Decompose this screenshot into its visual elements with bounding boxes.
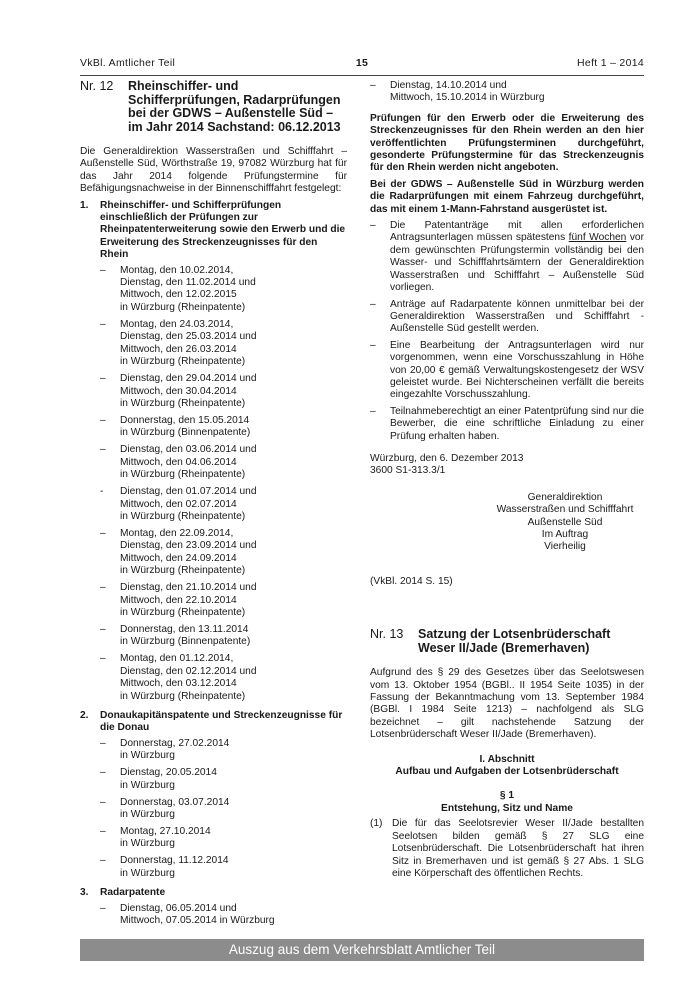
- list-item: – Donnerstag, den 15.05.2014 in Würzburg (Binnenpatente): [100, 414, 251, 439]
- nr13-number: Nr. 13: [370, 627, 404, 642]
- right-column: [370, 80, 644, 884]
- section-number: 1.: [80, 199, 89, 211]
- section-3: [80, 887, 347, 932]
- radar-note: Bei der GDWS – Außenstelle Süd in Würzburg werden die Radarprüfungen mit einem Fahrzeug durchgeführt, das mit einem 1-Mann-Fahrstand ausgerüstet ist.: [370, 178, 644, 215]
- header-rule: [80, 75, 644, 76]
- note-item: – Eine Bearbeitung der Antragsunterlagen wird nur vorgenommen, wenn eine Vorschusszahlung in Höhe von 20,00 € gemäß Verwaltungskostengesetz der WSV geleistet wurde. Bei Nichterscheinen verfällt die bereits eingezahlte Vorschusszahlung.: [370, 339, 644, 401]
- list-item: – Dienstag, 06.05.2014 und Mittwoch, 07.05.2014 in Würzburg: [100, 902, 275, 927]
- nr12-heading: [80, 80, 347, 134]
- list-item: – Donnerstag, 03.07.2014 in Würzburg: [100, 796, 230, 821]
- note-item: – Anträge auf Radarpatente können unmittelbar bei der Generaldirektion Wasserstraßen und Schifffahrt - Außenstelle Süd gestellt werden.: [370, 298, 644, 335]
- list-item: – Montag, den 10.02.2014, Dienstag, den 11.02.2014 und Mittwoch, den 12.02.2015 in Würzburg (Rheinpatente): [100, 264, 256, 313]
- abschnitt-label: I. Abschnitt: [479, 753, 535, 765]
- nr12-number: Nr. 12: [80, 79, 114, 93]
- signature-block: Generaldirektion Wasserstraßen und Schifffahrt Außenstelle Süd Im Auftrag Vierheilig: [496, 491, 634, 553]
- nr13-heading: [370, 628, 644, 655]
- list-item: – Montag, den 01.12.2014, Dienstag, den 02.12.2014 und Mittwoch, den 03.12.2014 in Würzburg (Rheinpatente): [100, 653, 257, 702]
- date-list: [100, 265, 347, 703]
- place-date: Würzburg, den 6. Dezember 2013: [370, 452, 524, 464]
- nr12-title: Rheinschiffer- und Schifferprüfungen, Radarprüfungen bei der GDWS – Außenstelle Süd – im Jahr 2014 Sachstand: 06.12.2013: [128, 79, 341, 134]
- list-item: - Dienstag, den 01.07.2014 und Mittwoch, den 02.07.2014 in Würzburg (Rheinpatente): [100, 486, 257, 522]
- list-item: – Dienstag, 14.10.2014 und Mittwoch, 15.10.2014 in Würzburg: [370, 80, 545, 104]
- abschnitt-title: Aufbau und Aufgaben der Lotsenbrüderschaft: [395, 766, 619, 778]
- list-item: – Montag, den 24.03.2014, Dienstag, den 25.03.2014 und Mittwoch, den 26.03.2014 in Würzburg (Rheinpatente): [100, 318, 257, 368]
- date-list: [100, 738, 347, 880]
- section-title: Donaukapitänspatente und Streckenzeugnisse für die Donau: [100, 710, 343, 734]
- issue-label: Heft 1 – 2014: [577, 57, 644, 69]
- section-2: [80, 710, 347, 885]
- paragraph-label: § 1: [499, 790, 515, 802]
- section-1: [80, 200, 347, 708]
- citation: (VkBl. 2014 S. 15): [370, 575, 453, 587]
- note-item: – Die Patentanträge mit allen erforderlichen Antragsunterlagen müssen spätestens fünf Wochen vor dem gewünschten Prüfungstermin vollständig bei den Wasser- und Schifffahrtsämtern der Generaldirektion Wasserstraßen und Schifffahrt – Außenstelle Süd vorliegen.: [370, 220, 644, 294]
- date-list: [100, 903, 347, 928]
- nr13-intro: Aufgrund des § 29 des Gesetzes über das Seelotswesen vom 13. Oktober 1954 (BGBl.. II 1954 Seite 1035) in der Fassung der Bekanntmachung vom 13. September 1984 (BGBl. I 1984 Seite 1213) – nachfolgend als SLG bezeichnet – gilt nachstehende Satzung der Lotsenbrüderschaft Weser II/Jade (Bremerhaven).: [370, 667, 644, 741]
- paragraph-title: Entstehung, Sitz und Name: [441, 802, 573, 814]
- list-item: – Dienstag, den 21.10.2014 und Mittwoch, den 22.10.2014 in Würzburg (Rheinpatente): [100, 582, 257, 618]
- left-column: [80, 80, 347, 932]
- footer-banner: Auszug aus dem Verkehrsblatt Amtlicher Teil: [80, 939, 644, 961]
- list-item: – Dienstag, den 03.06.2014 und Mittwoch, den 04.06.2014 in Würzburg (Rheinpatente): [100, 444, 257, 481]
- nr13-title: Satzung der Lotsenbrüderschaft Weser II/Jade (Bremerhaven): [418, 627, 611, 655]
- journal-name: VkBl. Amtlicher Teil: [80, 57, 176, 69]
- section-title: Radarpatente: [100, 887, 166, 899]
- reference-number: 3600 S1-313.3/1: [370, 465, 446, 477]
- section-number: 3.: [80, 887, 89, 899]
- list-item: – Donnerstag, 11.12.2014 in Würzburg: [100, 855, 229, 879]
- section-number: 2.: [80, 710, 89, 721]
- list-item: – Dienstag, 20.05.2014 in Würzburg: [100, 767, 217, 791]
- page-number: 15: [355, 57, 369, 69]
- list-item: – Dienstag, den 29.04.2014 und Mittwoch, den 30.04.2014 in Würzburg (Rheinpatente): [100, 373, 257, 409]
- nr12-intro: Die Generaldirektion Wasserstraßen und Schifffahrt – Außenstelle Süd, Wörthstraße 19, 97082 Würzburg hat für das Jahr 2014 folgende Prüfungstermine für Befähigungsnachweise in der Binnenschifffahrt festgelegt:: [80, 146, 347, 195]
- note-item: – Teilnahmeberechtigt an einer Patentprüfung sind nur die Bewerber, die eine schriftliche Einladung zu einer Prüfung erhalten haben.: [370, 405, 644, 442]
- streckenzeugnis-note: Prüfungen für den Erwerb oder die Erweiterung des Streckenzeugnisses für den Rhein werden an den hier veröffentlichten Prüfungsterminen durchgeführt, gesonderte Prüfungstermine für das Streckenzeugnis für den Rhein werden nicht angeboten.: [370, 112, 644, 174]
- running-header: [80, 57, 644, 73]
- list-item: – Montag, den 22.09.2014, Dienstag, den 23.09.2014 und Mittwoch, den 24.09.2014 in Würzburg (Rheinpatente): [100, 527, 257, 577]
- list-item: – Donnerstag, 27.02.2014 in Würzburg: [100, 737, 230, 762]
- clause: (1) Die für das Seelotsrevier Weser II/Jade bestallten Seelotsen bilden gemäß § 27 SLG eine Lotsenbrüderschaft. Die Lotsenbrüderschaft hat ihren Sitz in Bremerhaven und ist gemäß § 27 Abs. 1 SLG eine Körperschaft des öffentlichen Rechts.: [370, 818, 644, 879]
- section-title: Rheinschiffer- und Schifferprüfungen einschließlich der Prüfungen zur Rheinpatenterweiterung sowie den Erwerb und die Erweiterung des Streckenzeugnisses für den Rhein: [100, 199, 346, 261]
- list-item: – Montag, 27.10.2014 in Würzburg: [100, 826, 211, 850]
- list-item: – Donnerstag, den 13.11.2014 in Würzburg (Binnenpatente): [100, 623, 251, 648]
